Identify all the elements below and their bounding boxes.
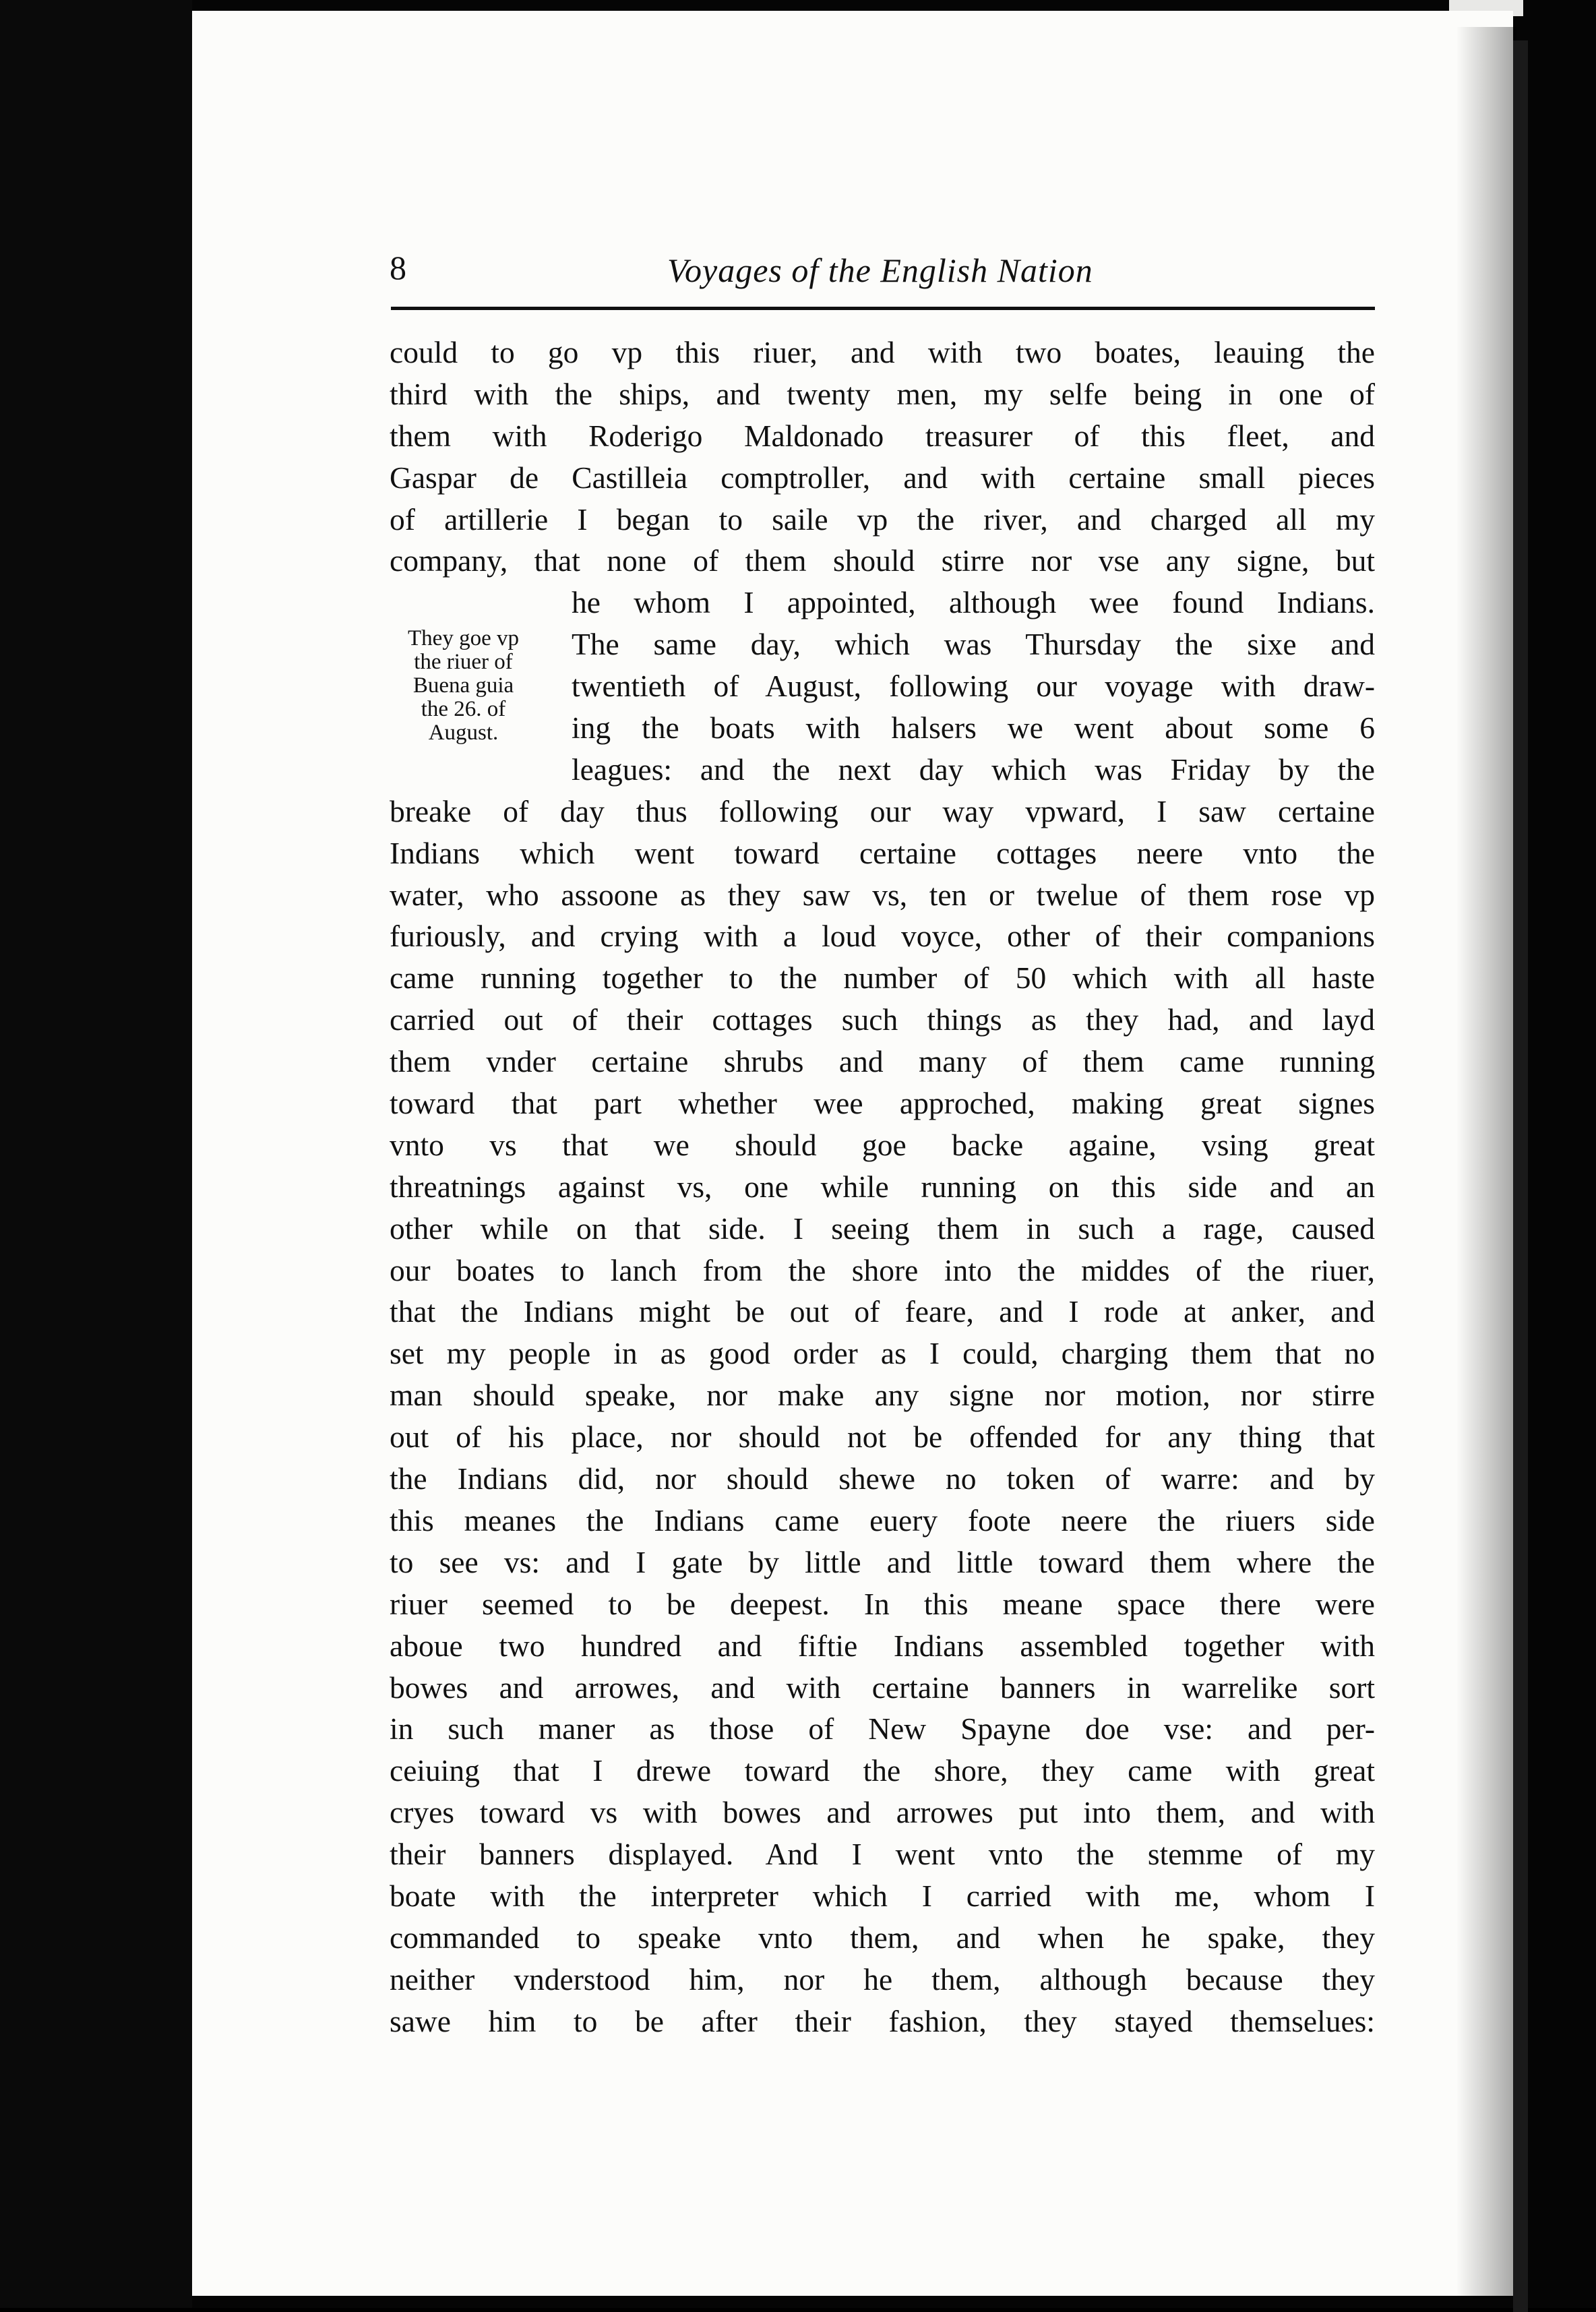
- text-line: out of his place, nor should not be offended for any thing that: [390, 1420, 1375, 1455]
- text-line: other while on that side. I seeing them in such a rage, caused: [390, 1211, 1375, 1246]
- text-line: of artillerie I began to saile vp the river, and charged all my: [390, 501, 1375, 537]
- text-line: to see vs: and I gate by little and little toward them where the: [390, 1544, 1375, 1579]
- page-number: 8: [390, 249, 406, 286]
- margin-note-line: They goe vp: [408, 626, 519, 650]
- text-line: boate with the interpreter which I carried with me, whom I: [390, 1878, 1375, 1913]
- text-line: carried out of their cottages such things as they had, and layd: [390, 1002, 1375, 1037]
- text-line: leagues: and the next day which was Friday by the: [572, 752, 1375, 787]
- text-line: he whom I appointed, although wee found Indians.: [572, 585, 1375, 620]
- margin-note-line: August.: [428, 721, 499, 745]
- text-line: Indians which went toward certaine cottages neere vnto the: [390, 835, 1375, 870]
- text-line: aboue two hundred and fiftie Indians assembled together with: [390, 1628, 1375, 1663]
- text-line: bowes and arrowes, and with certaine banners in warrelike sort: [390, 1670, 1375, 1705]
- text-line: man should speake, nor make any signe nor motion, nor stirre: [390, 1378, 1375, 1413]
- text-line: neither vnderstood him, nor he them, although because they: [390, 1961, 1375, 1997]
- text-line: threatnings against vs, one while running on this side and an: [390, 1169, 1375, 1204]
- page-fold-shadow: [1456, 27, 1516, 2299]
- text-line: furiously, and crying with a loud voyce, other of their companions: [390, 919, 1375, 954]
- text-line: their banners displayed. And I went vnto the stemme of my: [390, 1837, 1375, 1872]
- text-line: vnto vs that we should goe backe againe, vsing great: [390, 1127, 1375, 1162]
- margin-note-line: the riuer of: [414, 650, 513, 674]
- text-line: them with Roderigo Maldonado treasurer of this fleet, and: [390, 418, 1375, 453]
- text-line: Gaspar de Castilleia comptroller, and with certaine small pieces: [390, 460, 1375, 495]
- text-line: riuer seemed to be deepest. In this meane space there were: [390, 1586, 1375, 1621]
- margin-note-line: Buena guia: [412, 673, 514, 698]
- text-line: sawe him to be after their fashion, they stayed themselues:: [390, 2003, 1375, 2038]
- scan-left-shadow: [0, 0, 192, 2308]
- text-line: company, that none of them should stirre nor vse any signe, but: [390, 543, 1375, 578]
- text-line: this meanes the Indians came euery foote neere the riuers side: [390, 1502, 1375, 1538]
- running-title: Voyages of the English Nation: [667, 251, 1093, 289]
- text-line: water, who assoone as they saw vs, ten or twelue of them rose vp: [390, 877, 1375, 912]
- text-line: twentieth of August, following our voyage with draw-: [572, 669, 1375, 704]
- body-text: [390, 332, 1375, 2042]
- header-rule: [391, 307, 1375, 310]
- page-edge: [1513, 40, 1528, 2312]
- text-line: in such maner as those of New Spayne doe vse: and per-: [390, 1711, 1375, 1746]
- text-line: them vnder certaine shrubs and many of them came running: [390, 1044, 1375, 1079]
- text-line: ceiuing that I drewe toward the shore, they came with great: [390, 1753, 1375, 1788]
- text-line: the Indians did, nor should shewe no token of warre: and by: [390, 1461, 1375, 1496]
- text-line: breake of day thus following our way vpward, I saw certaine: [390, 793, 1375, 828]
- text-line: third with the ships, and twenty men, my selfe being in one of: [390, 376, 1375, 411]
- text-line: toward that part whether wee approched, making great signes: [390, 1086, 1375, 1121]
- text-line: our boates to lanch from the shore into the middes of the riuer,: [390, 1252, 1375, 1287]
- text-line: ing the boats with halsers we went about some 6: [572, 710, 1375, 746]
- margin-note-line: the 26. of: [421, 697, 506, 721]
- text-line: commanded to speake vnto them, and when he spake, they: [390, 1920, 1375, 1955]
- text-line: that the Indians might be out of feare, and I rode at anker, and: [390, 1294, 1375, 1329]
- text-line: The same day, which was Thursday the sixe and: [572, 627, 1375, 662]
- text-line: cryes toward vs with bowes and arrowes put into them, and with: [390, 1795, 1375, 1830]
- text-line: could to go vp this riuer, and with two boates, leauing the: [390, 335, 1375, 369]
- text-line: set my people in as good order as I could, charging them that no: [390, 1336, 1375, 1371]
- text-line: came running together to the number of 50 which with all haste: [390, 961, 1375, 996]
